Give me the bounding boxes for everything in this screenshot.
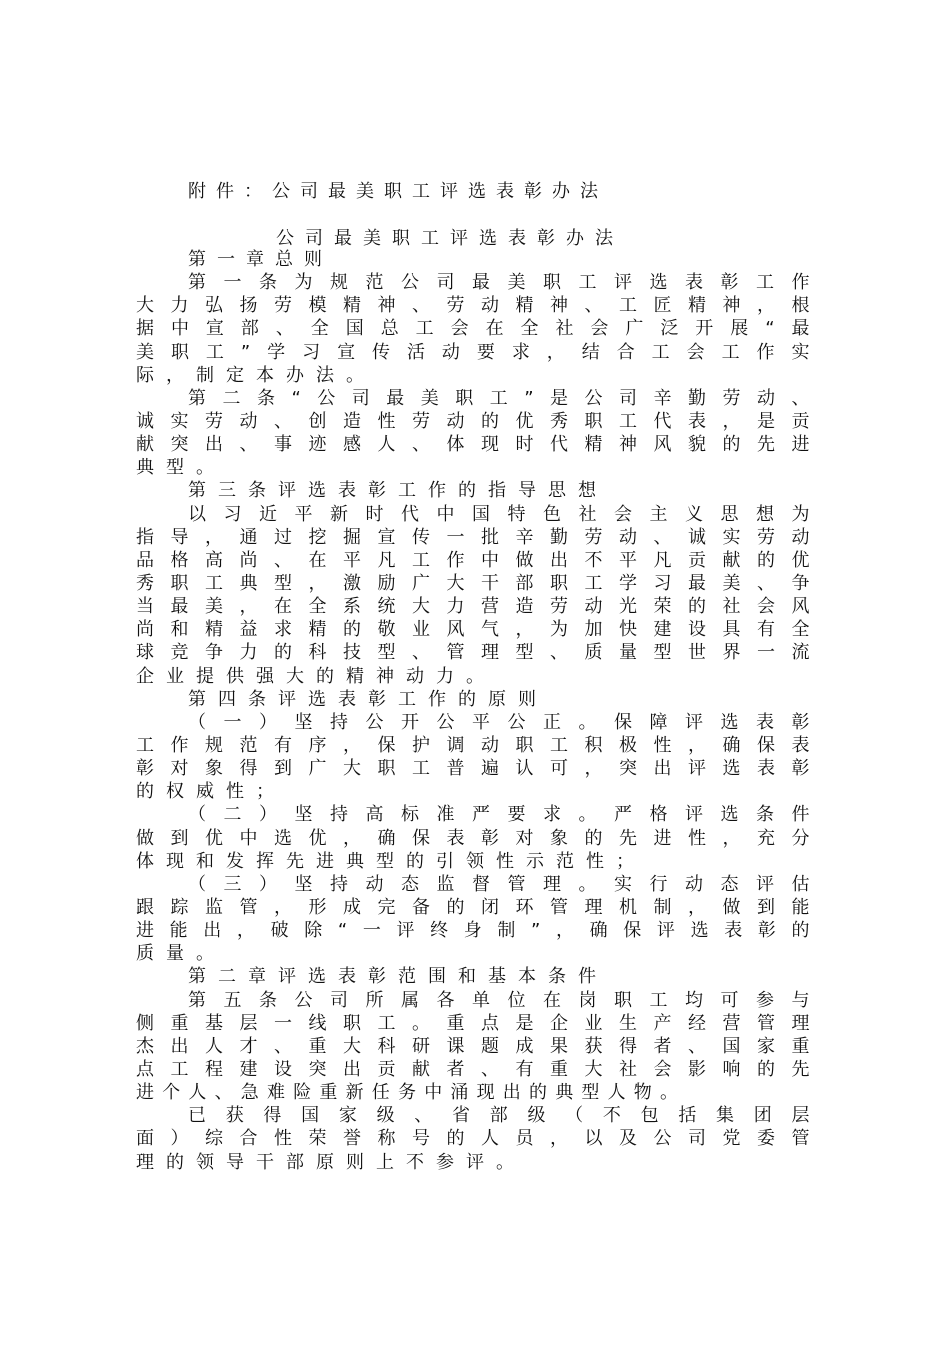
paragraph-line: 点工程建设突出贡献者、有重大社会影响的先 [136, 1059, 810, 1080]
paragraph-line: 第一条为规范公司最美职工评选表彰工作 [188, 272, 810, 293]
document-title: 公司最美职工评选表彰办法 [276, 228, 624, 249]
paragraph-line: 献突出、事迹感人、体现时代精神风貌的先进 [136, 434, 810, 455]
paragraph-line: 跟踪监管，形成完备的闭环管理机制，做到能 [136, 897, 810, 918]
chapter-2-heading: 第二章评选表彰范围和基本条件 [188, 966, 608, 987]
paragraph-line: 体现和发挥先进典型的引领性示范性； [136, 851, 646, 872]
paragraph-line: 进个人、急难险重新任务中涌现出的典型人物。 [136, 1082, 687, 1103]
paragraph-line: 企业提供强大的精神动力。 [136, 666, 496, 687]
paragraph-line: 已获得国家级、省部级（不包括集团层 [188, 1105, 810, 1126]
paragraph-line: 第二条“公司最美职工”是公司辛勤劳动、 [188, 388, 810, 409]
paragraph-line: 第五条公司所属各单位在岗职工均可参与 [188, 990, 810, 1011]
paragraph-line: 面）综合性荣誉称号的人员，以及公司党委管 [136, 1128, 810, 1149]
paragraph-line: 秀职工典型，激励广大干部职工学习最美、争 [136, 573, 810, 594]
paragraph-line: 指导，通过挖掘宣传一批辛勤劳动、诚实劳动 [136, 527, 810, 548]
paragraph-line: 做到优中选优，确保表彰对象的先进性，充分 [136, 828, 810, 849]
paragraph-line: 品格高尚、在平凡工作中做出不平凡贡献的优 [136, 550, 810, 571]
paragraph-line: 典型。 [136, 457, 226, 478]
paragraph-line: 尚和精益求精的敬业风气，为加快建设具有全 [136, 619, 810, 640]
paragraph-line: 杰出人才、重大科研课题成果获得者、国家重 [136, 1036, 810, 1057]
chapter-1-heading: 第一章总则 [188, 249, 333, 270]
paragraph-line: 质量。 [136, 943, 226, 964]
paragraph-line: （一）坚持公开公平公正。保障评选表彰 [188, 712, 810, 733]
paragraph-line: 际，制定本办法。 [136, 365, 376, 386]
paragraph-line: 美职工”学习宣传活动要求，结合工会工作实 [136, 342, 810, 363]
paragraph-line: 彰对象得到广大职工普遍认可，突出评选表彰 [136, 758, 810, 779]
section-heading: 第三条评选表彰工作的指导思想 [188, 480, 608, 501]
paragraph-line: 大力弘扬劳模精神、劳动精神、工匠精神，根 [136, 295, 810, 316]
paragraph-line: 侧重基层一线职工。重点是企业生产经营管理 [136, 1013, 810, 1034]
paragraph-line: （二）坚持高标准严要求。严格评选条件 [188, 804, 810, 825]
paragraph-line: 诚实劳动、创造性劳动的优秀职工代表，是贡 [136, 411, 810, 432]
paragraph-line: 理的领导干部原则上不参评。 [136, 1152, 526, 1173]
paragraph-line: （三）坚持动态监督管理。实行动态评估 [188, 874, 810, 895]
paragraph-line: 进能出，破除“一评终身制”，确保评选表彰的 [136, 920, 810, 941]
attachment-title: 附件：公司最美职工评选表彰办法 [188, 181, 608, 202]
paragraph-line: 以习近平新时代中国特色社会主义思想为 [188, 504, 810, 525]
paragraph-line: 球竞争力的科技型、管理型、质量型世界一流 [136, 642, 810, 663]
section-heading: 第四条评选表彰工作的原则 [188, 689, 548, 710]
paragraph-line: 据中宣部、全国总工会在全社会广泛开展“最 [136, 318, 810, 339]
paragraph-line: 当最美，在全系统大力营造劳动光荣的社会风 [136, 596, 810, 617]
paragraph-line: 工作规范有序，保护调动职工积极性，确保表 [136, 735, 810, 756]
paragraph-line: 的权威性； [136, 781, 286, 802]
